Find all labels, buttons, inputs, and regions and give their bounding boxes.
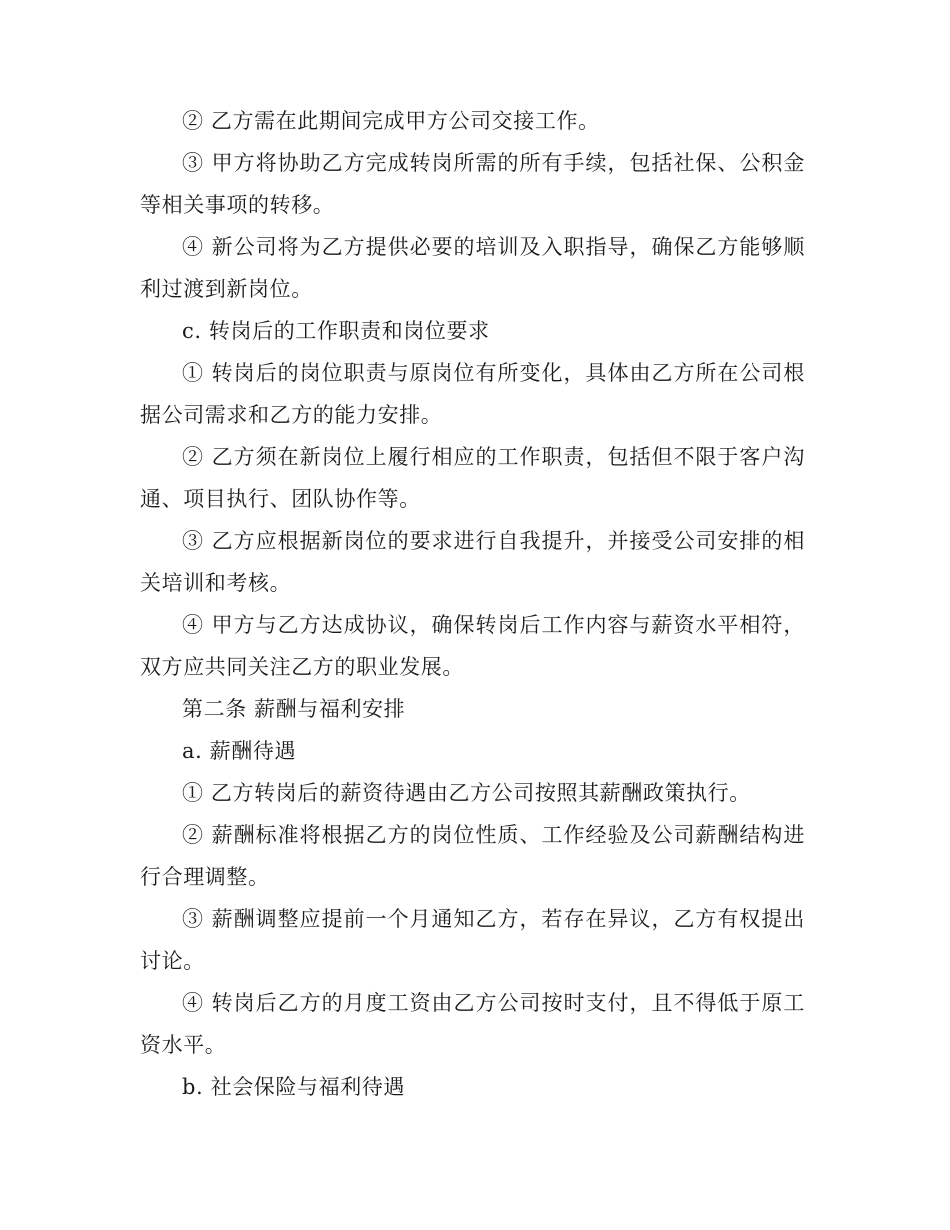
section-heading-c: c. 转岗后的工作职责和岗位要求 (182, 319, 490, 343)
paragraph-duties-fulfill: ② 乙方须在新岗位上履行相应的工作职责，包括但不限于客户沟通、项目执行、团队协作等。 (140, 445, 805, 511)
paragraph-salary-standard: ② 薪酬标准将根据乙方的岗位性质、工作经验及公司薪酬结构进行合理调整。 (140, 823, 805, 889)
section-heading-b: b. 社会保险与福利待遇 (182, 1075, 405, 1099)
section-heading-a: a. 薪酬待遇 (182, 739, 297, 763)
paragraph-monthly-wage: ④ 转岗后乙方的月度工资由乙方公司按时支付，且不得低于原工资水平。 (140, 991, 805, 1057)
paragraph-duties-change: ① 转岗后的岗位职责与原岗位有所变化，具体由乙方所在公司根据公司需求和乙方的能力安排。 (140, 361, 805, 427)
paragraph-training-guidance: ④ 新公司将为乙方提供必要的培训及入职指导，确保乙方能够顺利过渡到新岗位。 (140, 235, 805, 301)
document-body (140, 100, 805, 1108)
paragraph-salary-adjustment: ③ 薪酬调整应提前一个月通知乙方，若存在异议，乙方有权提出讨论。 (140, 907, 805, 973)
paragraph-salary-policy: ① 乙方转岗后的薪资待遇由乙方公司按照其薪酬政策执行。 (182, 781, 751, 805)
paragraph-transfer-procedures: ③ 甲方将协助乙方完成转岗所需的所有手续，包括社保、公积金等相关事项的转移。 (140, 151, 805, 217)
paragraph-self-improvement: ③ 乙方应根据新岗位的要求进行自我提升，并接受公司安排的相关培训和考核。 (140, 529, 805, 595)
paragraph-agreement: ④ 甲方与乙方达成协议，确保转岗后工作内容与薪资水平相符，双方应共同关注乙方的职业发展。 (140, 613, 805, 679)
article-heading-2: 第二条 薪酬与福利安排 (182, 697, 406, 721)
paragraph-transfer-handover: ② 乙方需在此期间完成甲方公司交接工作。 (182, 109, 600, 133)
